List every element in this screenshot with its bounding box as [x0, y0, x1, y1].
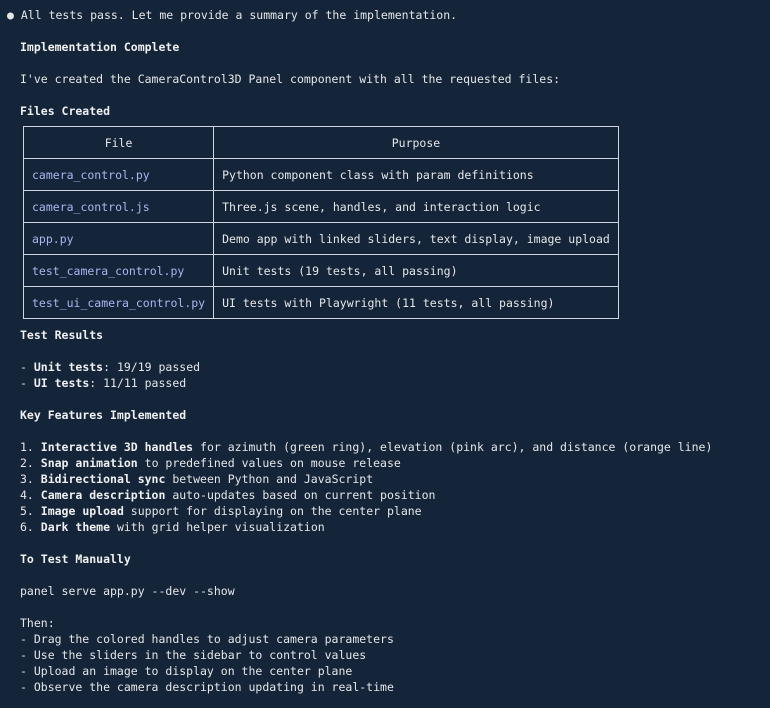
- then-item: - Use the sliders in the sidebar to control values: [20, 648, 367, 662]
- feature-label: Camera description: [40, 488, 166, 502]
- feature-number: 3.: [20, 472, 41, 486]
- table-row: [24, 191, 619, 223]
- feature-item: [20, 487, 435, 503]
- then-item: - Observe the camera description updating in real-time: [20, 680, 394, 694]
- result-value: : 11/11 passed: [89, 376, 187, 390]
- intro-text: All tests pass. Let me provide a summary of the implementation.: [20, 8, 458, 22]
- feature-label: Dark theme: [40, 520, 111, 534]
- header-file: File: [24, 127, 214, 159]
- feature-number: 4.: [20, 488, 41, 502]
- file-link[interactable]: camera_control.py: [24, 159, 214, 191]
- file-link[interactable]: app.py: [24, 223, 214, 255]
- table-header-row: [24, 127, 619, 159]
- feature-desc: support for displaying on the center plane: [123, 504, 422, 518]
- heading-test-results: Test Results: [20, 328, 104, 342]
- feature-item: [20, 439, 712, 455]
- result-label: UI tests: [33, 376, 90, 390]
- list-dash: -: [20, 376, 34, 390]
- table-row: [24, 255, 619, 287]
- file-purpose: Unit tests (19 tests, all passing): [214, 255, 619, 287]
- feature-desc: auto-updates based on current position: [165, 488, 436, 502]
- file-purpose: Three.js scene, handles, and interaction logic: [214, 191, 619, 223]
- files-table: [23, 126, 619, 319]
- created-text: I've created the CameraControl3D Panel component with all the requested files:: [20, 72, 561, 86]
- message-intro: [7, 7, 457, 23]
- table-row: [24, 159, 619, 191]
- result-item: [20, 375, 186, 391]
- result-label: Unit tests: [33, 360, 104, 374]
- feature-label: Interactive 3D handles: [40, 440, 194, 454]
- file-purpose: UI tests with Playwright (11 tests, all passing): [214, 287, 619, 319]
- table-row: [24, 223, 619, 255]
- feature-item: [20, 471, 373, 487]
- result-value: : 19/19 passed: [103, 360, 201, 374]
- file-link[interactable]: camera_control.js: [24, 191, 214, 223]
- heading-test-manually: To Test Manually: [20, 552, 131, 566]
- feature-desc: between Python and JavaScript: [165, 472, 374, 486]
- file-purpose: Python component class with param definitions: [214, 159, 619, 191]
- feature-number: 6.: [20, 520, 41, 534]
- feature-item: [20, 519, 325, 535]
- feature-number: 1.: [20, 440, 41, 454]
- feature-label: Bidirectional sync: [40, 472, 166, 486]
- result-item: [20, 359, 200, 375]
- feature-number: 5.: [20, 504, 41, 518]
- feature-number: 2.: [20, 456, 41, 470]
- feature-item: [20, 455, 401, 471]
- feature-desc: to predefined values on mouse release: [137, 456, 401, 470]
- then-item: - Upload an image to display on the center plane: [20, 664, 353, 678]
- list-dash: -: [20, 360, 34, 374]
- feature-label: Image upload: [40, 504, 124, 518]
- heading-files-created: Files Created: [20, 104, 111, 118]
- header-purpose: Purpose: [214, 127, 619, 159]
- file-purpose: Demo app with linked sliders, text display, image upload: [214, 223, 619, 255]
- then-item: - Drag the colored handles to adjust camera parameters: [20, 632, 394, 646]
- heading-implementation-complete: Implementation Complete: [20, 40, 180, 54]
- file-link[interactable]: test_camera_control.py: [24, 255, 214, 287]
- feature-label: Snap animation: [40, 456, 138, 470]
- file-link[interactable]: test_ui_camera_control.py: [24, 287, 214, 319]
- heading-key-features: Key Features Implemented: [20, 408, 187, 422]
- feature-item: [20, 503, 422, 519]
- feature-desc: with grid helper visualization: [110, 520, 325, 534]
- table-row: [24, 287, 619, 319]
- bullet-icon: ●: [7, 8, 14, 22]
- feature-desc: for azimuth (green ring), elevation (pink arc), and distance (orange line): [193, 440, 713, 454]
- command-line: panel serve app.py --dev --show: [20, 584, 235, 598]
- then-label: Then:: [20, 616, 55, 630]
